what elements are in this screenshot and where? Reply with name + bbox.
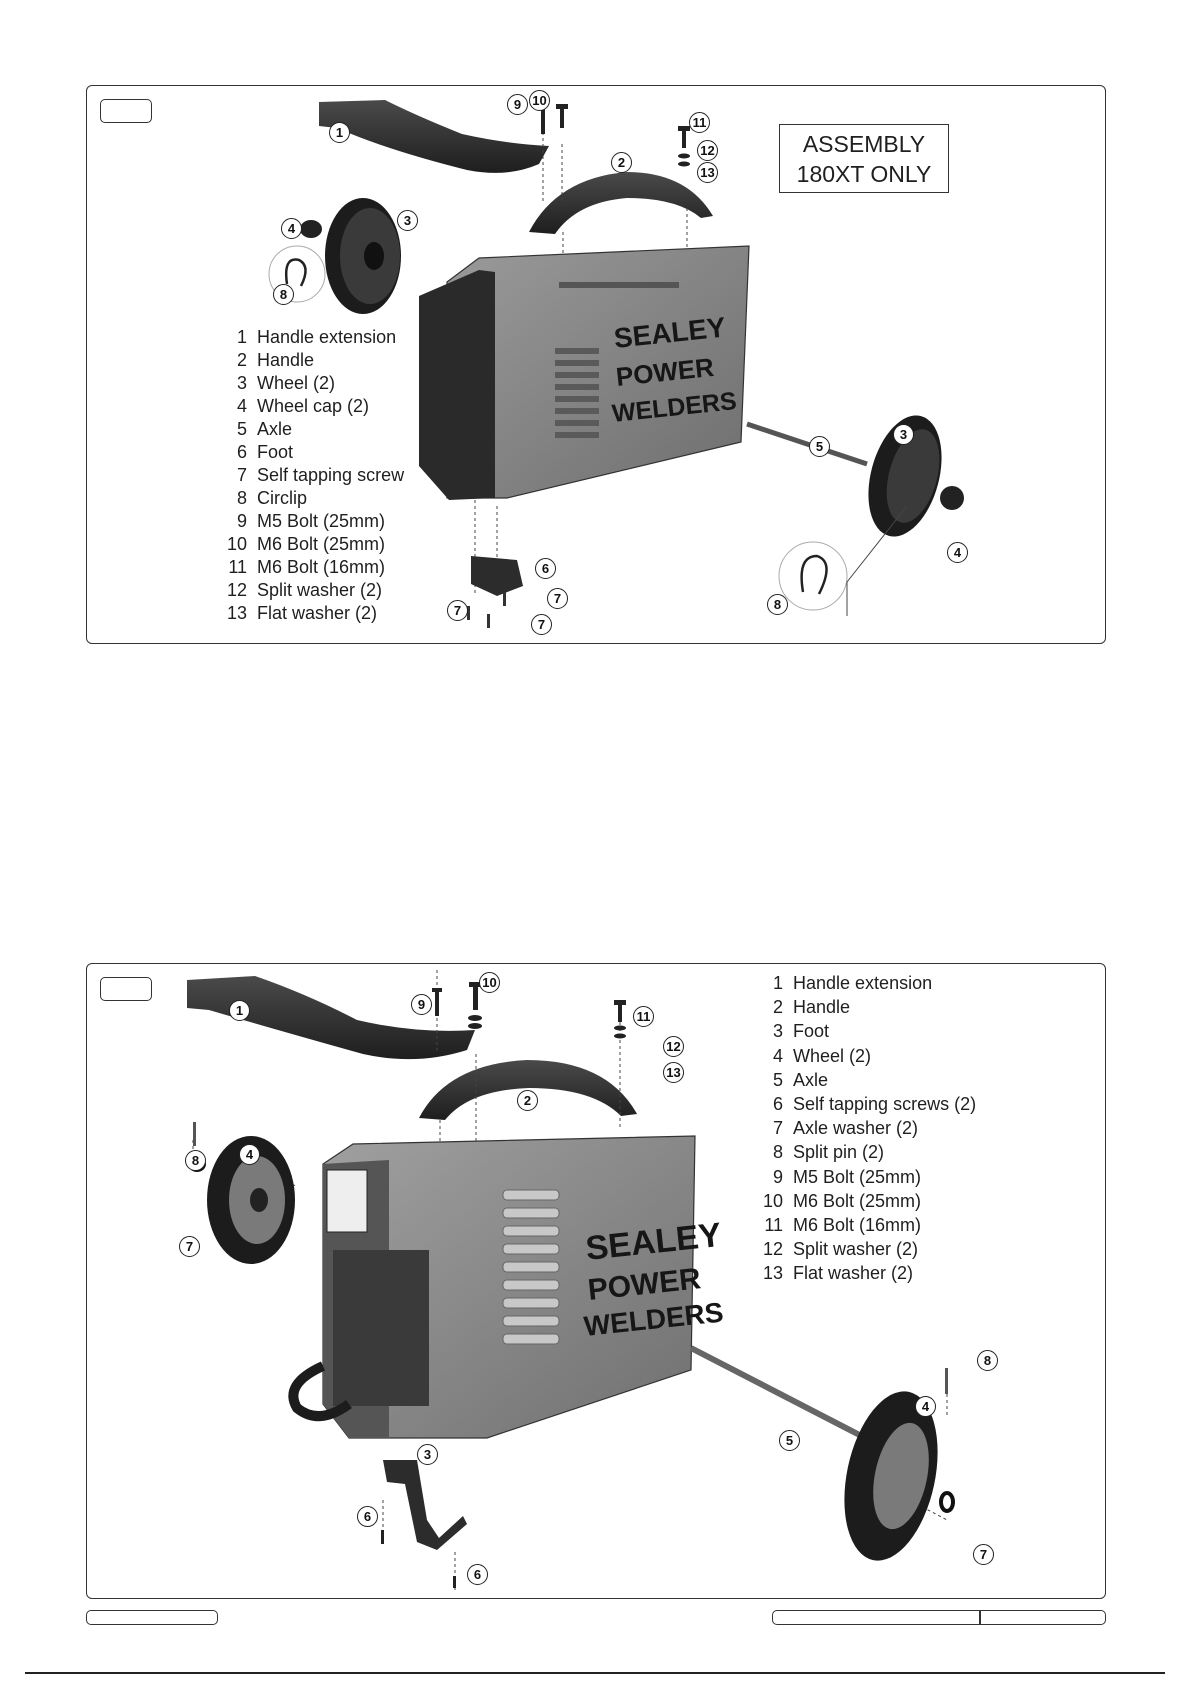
list-item: 1 Handle extension (236, 327, 397, 347)
list-item: 1 Handle extension (772, 973, 933, 993)
brand-welders: WELDERS (610, 387, 738, 428)
split-pin (945, 1368, 948, 1394)
brand-power: POWER (586, 1262, 703, 1307)
list-item: 9 M5 Bolt (25mm) (236, 511, 386, 531)
list-item: 4 Wheel (2) (772, 1045, 872, 1066)
circlip (802, 556, 827, 594)
callout-13: 13 (697, 162, 718, 183)
callout-8: 8 (767, 594, 788, 615)
list-item: 10 M6 Bolt (25mm) (226, 534, 386, 554)
callout-7: 7 (973, 1544, 994, 1565)
callout-8: 8 (273, 284, 294, 305)
callout-7: 7 (179, 1236, 200, 1257)
figure-1-panel (86, 85, 1106, 644)
list-item: 2 Handle (236, 350, 315, 370)
callout-10: 10 (529, 90, 550, 111)
list-item: 11 M6 Bolt (16mm) (764, 1215, 922, 1236)
list-item: 5 Axle (236, 419, 293, 439)
callout-4: 4 (281, 218, 302, 239)
foot (383, 1460, 467, 1550)
callout-5: 5 (809, 436, 830, 457)
split-pin (193, 1122, 196, 1146)
list-item: 6 Self tapping screws (2) (772, 1094, 977, 1115)
list-item: 7 Self tapping screw (236, 465, 405, 485)
footer-left-box (86, 1610, 218, 1625)
callout-12: 12 (663, 1036, 684, 1057)
callout-2: 2 (611, 152, 632, 173)
axle (691, 1348, 877, 1444)
list-item: 4 Wheel cap (2) (236, 396, 370, 416)
callout-4: 4 (239, 1144, 260, 1165)
parts-list-figure-1 (217, 326, 404, 625)
callout-6: 6 (535, 558, 556, 579)
assembly-note-line-1: ASSEMBLY (802, 131, 926, 157)
callout-3: 3 (893, 424, 914, 445)
callout-1: 1 (329, 122, 350, 143)
callout-13: 13 (663, 1062, 684, 1083)
list-item: 12 Split washer (2) (762, 1239, 919, 1260)
assembly-note-line-2: 180XT ONLY (796, 161, 932, 187)
callout-4: 4 (947, 542, 968, 563)
assembly-note-box (779, 124, 949, 193)
callout-10: 10 (479, 972, 500, 993)
footer-divider (979, 1611, 981, 1624)
footer-right-box (772, 1610, 1106, 1625)
list-item: 3 Foot (772, 1021, 830, 1042)
brand-sealey: SEALEY (612, 311, 728, 354)
callout-6: 6 (467, 1564, 488, 1585)
bolts (432, 982, 626, 1039)
callout-3: 3 (417, 1444, 438, 1465)
list-item: 8 Circlip (236, 488, 308, 508)
list-item: 8 Split pin (2) (772, 1142, 885, 1163)
callout-2: 2 (517, 1090, 538, 1111)
bottom-rule (25, 1672, 1165, 1674)
wheel-cap (300, 220, 322, 238)
list-item: 13 Flat washer (2) (762, 1263, 914, 1284)
callout-12: 12 (697, 140, 718, 161)
list-item: 12 Split washer (2) (226, 580, 383, 600)
handle (529, 172, 713, 234)
list-item: 11 M6 Bolt (16mm) (228, 557, 386, 577)
brand-power: POWER (614, 351, 716, 392)
brand-welders: WELDERS (582, 1296, 725, 1342)
callout-9: 9 (507, 94, 528, 115)
callout-5: 5 (779, 1430, 800, 1451)
list-item: 5 Axle (772, 1069, 829, 1090)
left-wheel (325, 198, 401, 314)
list-item: 7 Axle washer (2) (772, 1118, 919, 1139)
callout-7: 7 (447, 600, 468, 621)
circlip-detail-circle (779, 542, 847, 610)
callout-11: 11 (633, 1006, 654, 1027)
circlip (286, 260, 305, 287)
figure-2-panel (86, 963, 1106, 1599)
list-item: 10 M6 Bolt (25mm) (762, 1190, 922, 1211)
callout-7: 7 (547, 588, 568, 609)
axle-washer (941, 1493, 953, 1511)
handle-extension (187, 976, 475, 1059)
brand-sealey: SEALEY (583, 1215, 724, 1268)
callout-9: 9 (411, 994, 432, 1015)
callout-3: 3 (397, 210, 418, 231)
list-item: 13 Flat washer (2) (226, 603, 378, 623)
axle (747, 424, 867, 464)
callout-8: 8 (977, 1350, 998, 1371)
foot (471, 556, 523, 596)
list-item: 3 Wheel (2) (236, 373, 336, 393)
list-item: 2 Handle (772, 997, 851, 1018)
callout-1: 1 (229, 1000, 250, 1021)
callout-11: 11 (689, 112, 710, 133)
callout-4: 4 (915, 1396, 936, 1417)
callout-6: 6 (357, 1506, 378, 1527)
list-item: 6 Foot (236, 442, 294, 462)
wheel-cap (940, 486, 964, 510)
callout-7: 7 (531, 614, 552, 635)
parts-list-figure-2 (753, 971, 976, 1286)
list-item: 9 M5 Bolt (25mm) (772, 1166, 922, 1187)
callout-8: 8 (185, 1150, 206, 1171)
brand-logo (582, 1216, 724, 1342)
